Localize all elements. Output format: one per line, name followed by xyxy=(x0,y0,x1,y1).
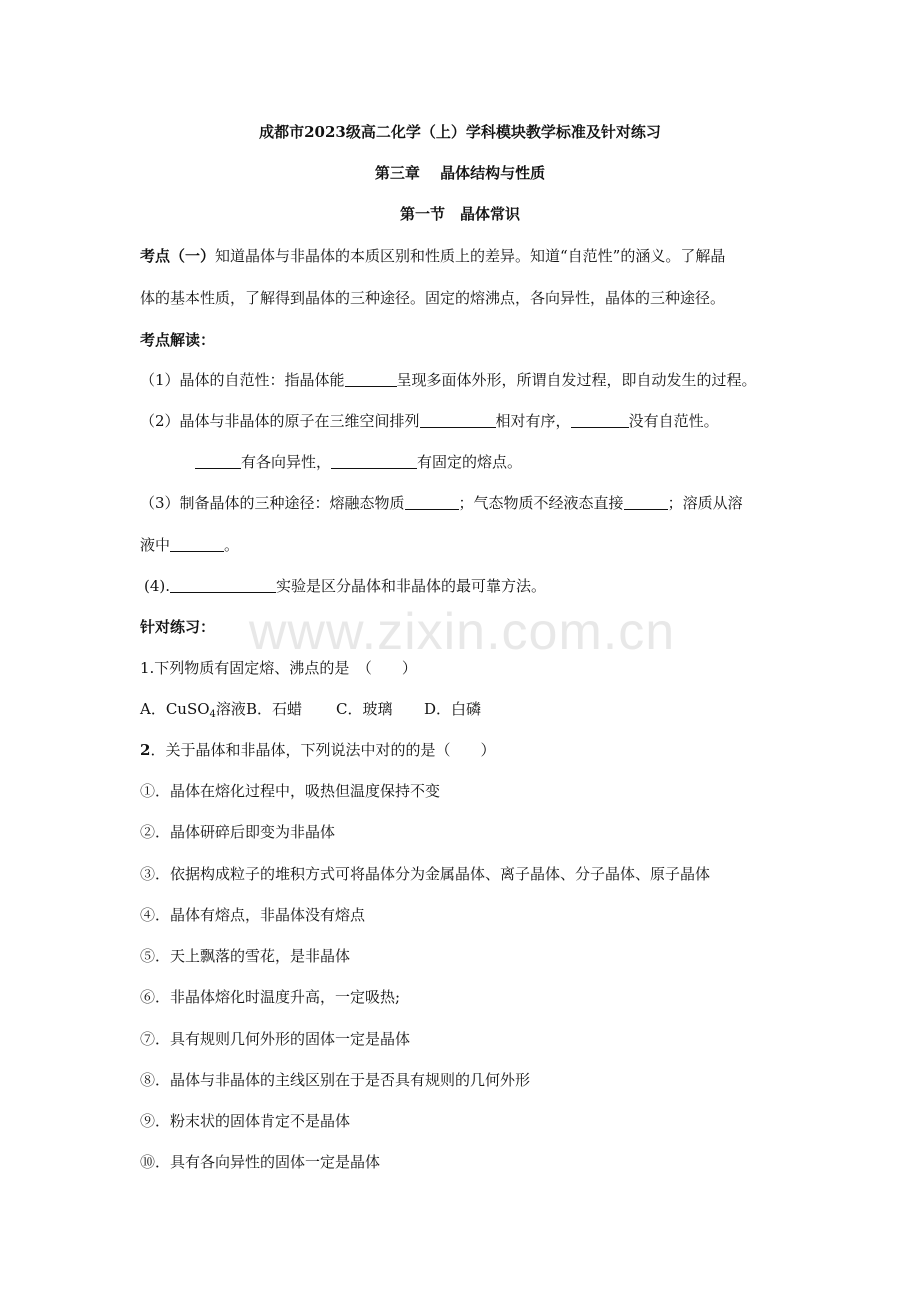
option-b[interactable]: B．石蜡 xyxy=(246,700,303,718)
kaodian-label: 考点（一） xyxy=(140,247,216,265)
kaodian-text-1: 知道晶体与非晶体的本质区别和性质上的差异。知道“自范性”的涵义。了解晶 xyxy=(215,247,726,265)
jiedu-heading: 考点解读： xyxy=(140,331,216,349)
statement-2: ②．晶体研碎后即变为非晶体 xyxy=(140,823,336,841)
fill-blank[interactable] xyxy=(170,577,276,593)
item-2-text-a: （2）晶体与非晶体的原子在三维空间排列 xyxy=(140,412,420,430)
fill-blank[interactable] xyxy=(331,453,417,469)
kaodian-line-1 xyxy=(140,246,725,266)
item-4-text-a: (4). xyxy=(144,577,171,595)
fill-blank[interactable] xyxy=(624,494,668,510)
question-1-options xyxy=(140,699,481,725)
jiedu-item-3-continued xyxy=(140,535,239,555)
statement-10: ⑩．具有各向异性的固体一定是晶体 xyxy=(140,1153,381,1171)
question-1-stem: 1.下列物质有固定熔、沸点的是 （ ） xyxy=(140,659,417,677)
question-2-text: ．关于晶体和非晶体，下列说法中对的的是（ ） xyxy=(150,741,496,759)
option-a[interactable] xyxy=(140,699,246,725)
chapter-heading: 第三章 晶体结构与性质 xyxy=(374,164,546,182)
item-2b-text-b: 有固定的熔点。 xyxy=(417,453,523,471)
item-4-text-b: 实验是区分晶体和非晶体的最可靠方法。 xyxy=(276,577,547,595)
practice-heading: 针对练习： xyxy=(140,618,216,636)
watermark: www.zixin.com.cn xyxy=(248,603,676,661)
item-2-text-b: 相对有序， xyxy=(495,412,571,430)
jiedu-item-3 xyxy=(140,493,743,513)
kaodian-line-2: 体的基本性质，了解得到晶体的三种途径。固定的熔沸点，各向异性，晶体的三种途径。 xyxy=(140,289,726,307)
jiedu-item-2-continued xyxy=(195,452,522,472)
jiedu-item-2 xyxy=(140,411,719,431)
statement-7: ⑦．具有规则几何外形的固体一定是晶体 xyxy=(140,1030,411,1048)
item-2b-text-a: 有各向异性， xyxy=(241,453,332,471)
jiedu-item-4 xyxy=(144,576,546,596)
statement-6: ⑥．非晶体熔化时温度升高，一定吸热; xyxy=(140,988,401,1006)
option-a-suffix: 溶液 xyxy=(215,700,246,718)
question-2-stem xyxy=(140,740,495,760)
item-3-text-a: （3）制备晶体的三种途径：熔融态物质 xyxy=(140,494,405,512)
item-3-text-c: ；溶质从溶 xyxy=(667,494,743,512)
statement-1: ①．晶体在熔化过程中，吸热但温度保持不变 xyxy=(140,782,441,800)
question-2-number: 2 xyxy=(140,741,151,759)
option-a-subscript: 4 xyxy=(209,709,216,720)
item-3b-text-b: 。 xyxy=(224,536,240,554)
statement-9: ⑨．粉末状的固体肯定不是晶体 xyxy=(140,1112,351,1130)
section-heading: 第一节 晶体常识 xyxy=(399,205,520,223)
document-title: 成都市2023级高二化学（上）学科模块教学标准及针对练习 xyxy=(259,123,661,141)
item-2-text-c: 没有自范性。 xyxy=(628,412,719,430)
option-d[interactable]: D．白磷 xyxy=(424,700,482,718)
fill-blank[interactable] xyxy=(571,412,629,428)
fill-blank[interactable] xyxy=(420,412,496,428)
jiedu-item-1 xyxy=(140,370,757,390)
option-c[interactable]: C．玻璃 xyxy=(336,700,393,718)
fill-blank[interactable] xyxy=(195,453,241,469)
statement-4: ④．晶体有熔点，非晶体没有熔点 xyxy=(140,906,366,924)
option-a-prefix: A．CuSO xyxy=(140,700,210,718)
item-3-text-b: ；气态物质不经液态直接 xyxy=(458,494,624,512)
fill-blank[interactable] xyxy=(170,536,224,552)
statement-8: ⑧．晶体与非晶体的主线区别在于是否具有规则的几何外形 xyxy=(140,1071,531,1089)
fill-blank[interactable] xyxy=(345,371,397,387)
item-1-text-b: 呈现多面体外形，所谓自发过程，即自动发生的过程。 xyxy=(396,371,757,389)
fill-blank[interactable] xyxy=(405,494,459,510)
statement-3: ③．依据构成粒子的堆积方式可将晶体分为金属晶体、离子晶体、分子晶体、原子晶体 xyxy=(140,865,711,883)
item-3b-text-a: 液中 xyxy=(140,536,171,554)
item-1-text-a: （1）晶体的自范性：指晶体能 xyxy=(140,371,345,389)
statement-5: ⑤．天上飘落的雪花，是非晶体 xyxy=(140,947,351,965)
